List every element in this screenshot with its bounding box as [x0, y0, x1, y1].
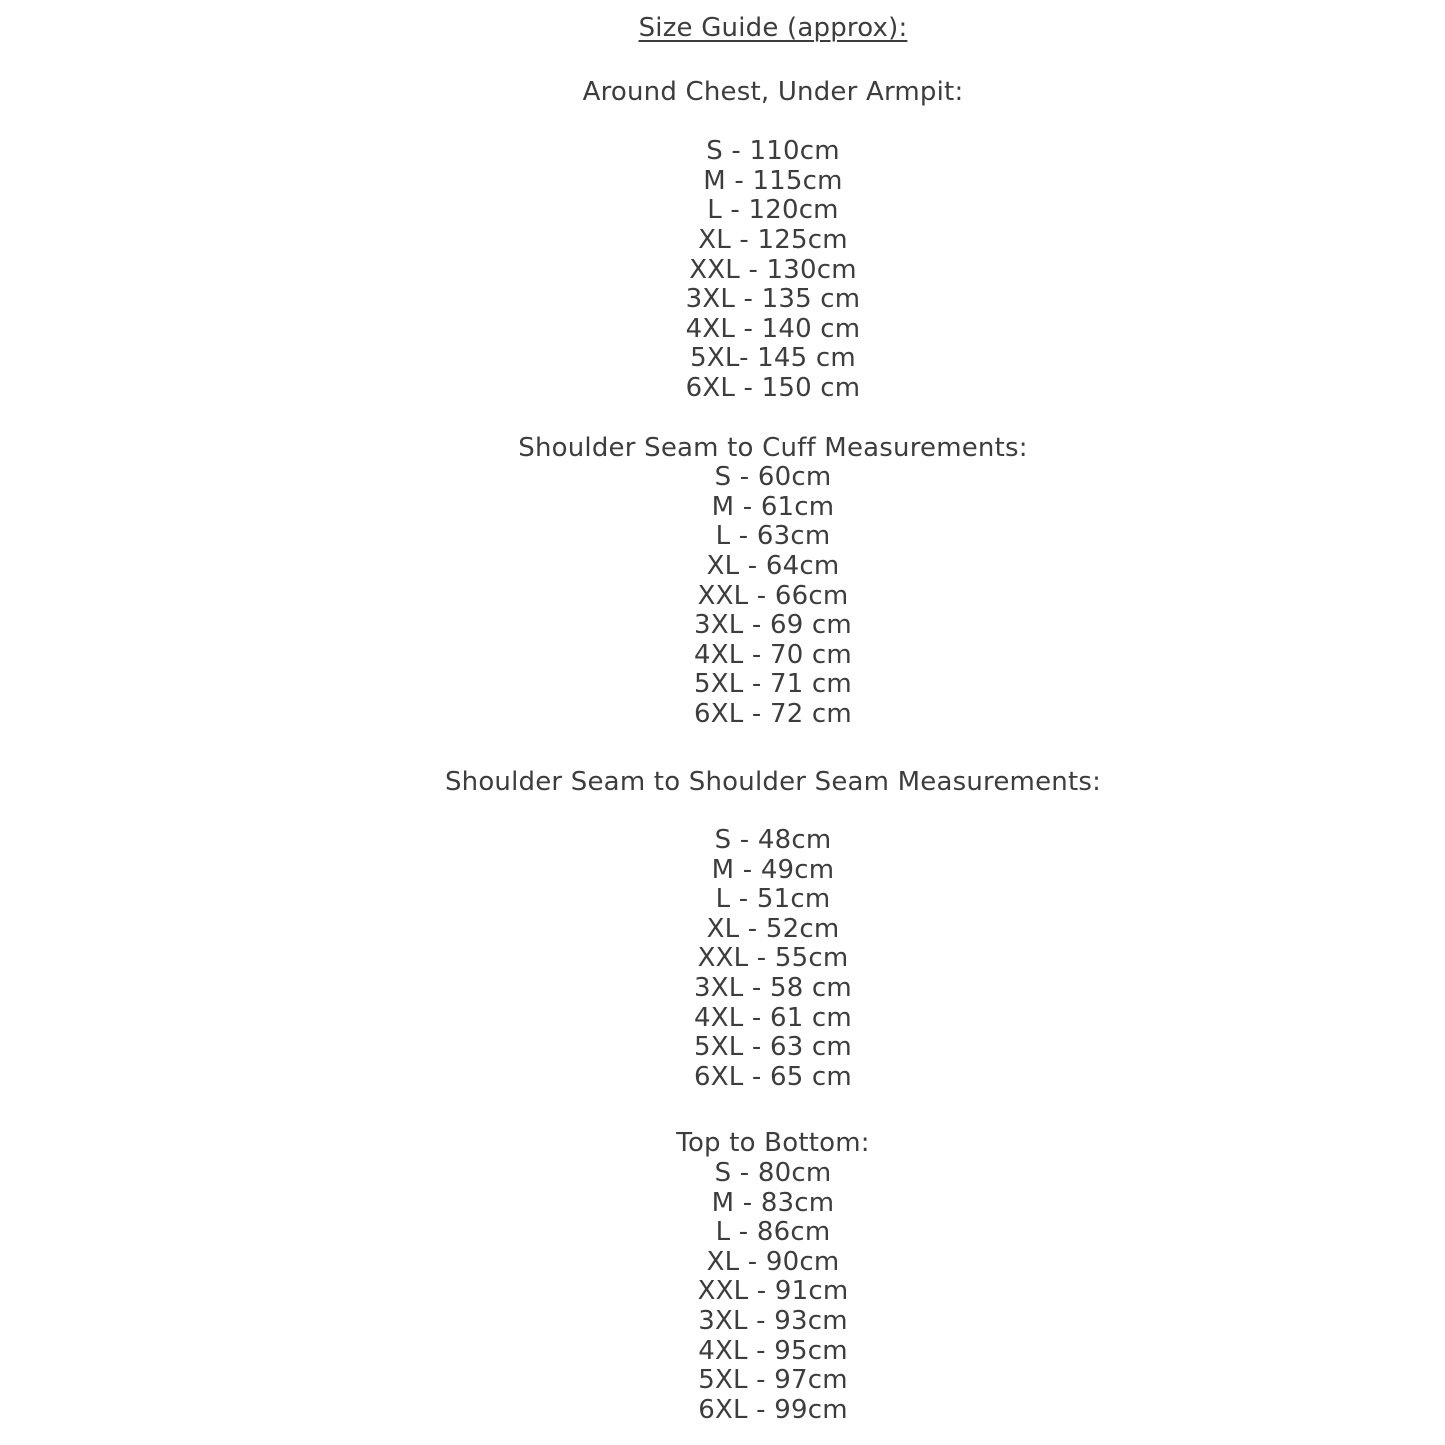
size-row: 5XL - 71 cm	[694, 669, 852, 700]
size-row: 4XL - 70 cm	[694, 639, 852, 670]
section-heading: Shoulder Seam to Shoulder Seam Measurements:	[444, 767, 1102, 798]
size-row: 3XL - 135 cm	[685, 284, 861, 315]
size-list	[101, 137, 1445, 403]
size-row: XXL - 91cm	[697, 1276, 849, 1307]
section-top-to-bottom	[101, 1129, 1445, 1425]
size-list	[101, 826, 1445, 1092]
size-row: S - 80cm	[714, 1158, 832, 1188]
size-row: XXL - 55cm	[697, 943, 849, 974]
size-list	[101, 1159, 1445, 1425]
size-row: 3XL - 69 cm	[694, 610, 852, 641]
size-row: 4XL - 140 cm	[685, 313, 861, 344]
size-row: 6XL - 150 cm	[685, 372, 861, 403]
section-heading: Top to Bottom:	[676, 1128, 870, 1159]
size-row: M - 115cm	[703, 165, 843, 196]
size-row: XL - 64cm	[706, 550, 840, 581]
section-heading: Shoulder Seam to Cuff Measurements:	[518, 432, 1028, 463]
size-row: 4XL - 95cm	[698, 1335, 848, 1366]
size-list	[101, 463, 1445, 729]
size-row: M - 83cm	[711, 1187, 835, 1218]
size-guide-content	[101, 0, 1445, 1425]
size-row: XL - 125cm	[698, 224, 848, 255]
size-row: S - 110cm	[706, 136, 840, 167]
section-shoulder-to-cuff	[101, 434, 1445, 730]
size-row: S - 60cm	[714, 462, 832, 493]
section-around-chest	[101, 78, 1445, 404]
size-row: 5XL - 63 cm	[694, 1032, 852, 1063]
size-row: S - 48cm	[714, 825, 832, 856]
size-row: L - 51cm	[715, 884, 831, 915]
size-row: XXL - 130cm	[689, 254, 857, 285]
size-row: 3XL - 58 cm	[694, 973, 852, 1004]
size-row: L - 86cm	[715, 1217, 831, 1248]
size-row: 6XL - 65 cm	[694, 1061, 852, 1092]
size-row: M - 61cm	[711, 491, 835, 522]
size-row: 5XL- 145 cm	[690, 343, 856, 374]
size-row: 6XL - 99cm	[698, 1394, 848, 1425]
page-title: Size Guide (approx):	[638, 13, 908, 43]
size-row: 4XL - 61 cm	[694, 1002, 852, 1033]
section-heading: Around Chest, Under Armpit:	[582, 76, 964, 107]
size-row: L - 63cm	[715, 521, 831, 552]
size-row: 6XL - 72 cm	[694, 698, 852, 729]
size-row: XL - 52cm	[706, 913, 840, 944]
size-row: L - 120cm	[707, 195, 839, 226]
size-row: XL - 90cm	[706, 1246, 840, 1277]
size-row: 3XL - 93cm	[698, 1305, 848, 1336]
section-shoulder-to-shoulder	[101, 768, 1445, 1092]
size-row: 5XL - 97cm	[698, 1365, 848, 1396]
size-row: XXL - 66cm	[697, 580, 849, 611]
size-row: M - 49cm	[711, 854, 835, 885]
